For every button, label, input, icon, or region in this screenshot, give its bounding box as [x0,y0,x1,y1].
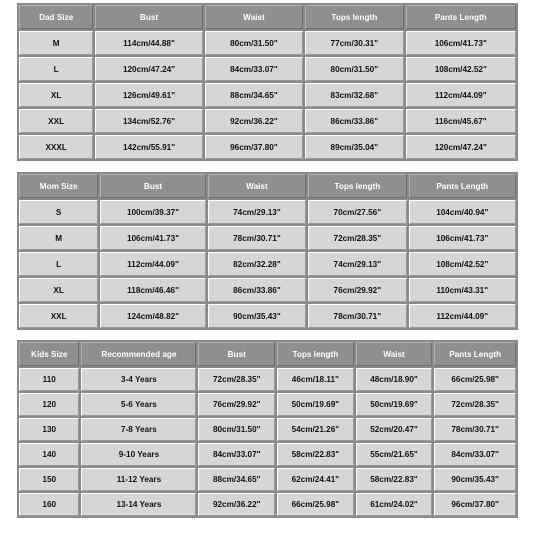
column-header: Bust [100,174,205,198]
column-header: Waist [356,342,433,366]
column-header: Waist [205,5,303,29]
column-header: Bust [198,342,275,366]
table-cell: 13-14 Years [81,493,196,516]
table-cell: 114cm/44.88" [95,31,202,55]
table-cell: 106cm/41.73" [406,31,516,55]
table-cell: 84cm/33.07" [434,443,516,466]
table-cell: 3-4 Years [81,368,196,391]
dad-size-table [17,3,518,161]
table-row [19,493,516,516]
table-cell: L [19,252,98,276]
table-cell: 11-12 Years [81,468,196,491]
table-cell: 78cm/30.71" [208,226,306,250]
table-cell: 112cm/44.09" [100,252,205,276]
table-cell: 61cm/24.02" [356,493,433,516]
table-cell: 106cm/41.73" [409,226,516,250]
table-cell: XL [19,278,98,302]
table-cell: 54cm/21.26" [277,418,354,441]
table-cell: 134cm/52.76" [95,109,202,133]
table-cell: 66cm/25.98" [277,493,354,516]
column-header: Bust [95,5,202,29]
table-row [19,278,516,302]
table-cell: 90cm/35.43" [208,304,306,328]
table-cell: 62cm/24.41" [277,468,354,491]
table-cell: 142cm/55.91" [95,135,202,159]
table-cell: 89cm/35.04" [305,135,403,159]
table-cell: 110 [19,368,79,391]
table-cell: 9-10 Years [81,443,196,466]
table-row [19,468,516,491]
table-cell: M [19,31,93,55]
table-cell: 72cm/28.35" [308,226,406,250]
table-cell: 110cm/43.31" [409,278,516,302]
table-cell: 72cm/28.35" [434,393,516,416]
table-row [19,226,516,250]
table-cell: 46cm/18.11" [277,368,354,391]
table-cell: 5-6 Years [81,393,196,416]
table-row [19,109,516,133]
table-cell: 52cm/20.47" [356,418,433,441]
table-cell: 160 [19,493,79,516]
table-cell: 74cm/29.13" [208,200,306,224]
table-cell: 140 [19,443,79,466]
table-cell: 50cm/19.69" [277,393,354,416]
table-cell: 50cm/19.69" [356,393,433,416]
table-row [19,200,516,224]
table-cell: 58cm/22.83" [277,443,354,466]
table-cell: 80cm/31.50" [205,31,303,55]
table-cell: 130 [19,418,79,441]
table-cell: 82cm/32.28" [208,252,306,276]
column-header: Dad Size [19,5,93,29]
table-cell: 66cm/25.98" [434,368,516,391]
column-header: Tops length [277,342,354,366]
column-header: Pants Length [406,5,516,29]
kids-size-table [17,340,518,518]
table-cell: 120cm/47.24" [95,57,202,81]
table-row [19,418,516,441]
column-header: Mom Size [19,174,98,198]
table-cell: 58cm/22.83" [356,468,433,491]
table-cell: 96cm/37.80" [205,135,303,159]
table-cell: 126cm/49.61" [95,83,202,107]
table-cell: 92cm/36.22" [198,493,275,516]
table-cell: 74cm/29.13" [308,252,406,276]
column-header: Pants Length [409,174,516,198]
table-row [19,57,516,81]
table-cell: 7-8 Years [81,418,196,441]
table-cell: 108cm/42.52" [409,252,516,276]
table-cell: 70cm/27.56" [308,200,406,224]
table-row [19,368,516,391]
table-cell: L [19,57,93,81]
table-cell: 116cm/45.67" [406,109,516,133]
table-cell: 84cm/33.07" [198,443,275,466]
mom-size-table [17,172,518,330]
column-header: Tops length [308,174,406,198]
column-header: Recommended age [81,342,196,366]
table-cell: 108cm/42.52" [406,57,516,81]
table-cell: XXL [19,304,98,328]
column-header: Tops length [305,5,403,29]
table-cell: 88cm/34.65" [198,468,275,491]
table-row [19,135,516,159]
table-cell: 88cm/34.65" [205,83,303,107]
table-cell: 120cm/47.24" [406,135,516,159]
column-header: Kids Size [19,342,79,366]
table-cell: 83cm/32.68" [305,83,403,107]
column-header: Pants Length [434,342,516,366]
table-cell: XXL [19,109,93,133]
table-row [19,443,516,466]
column-header: Waist [208,174,306,198]
table-cell: 104cm/40.94" [409,200,516,224]
table-header-row [19,342,516,366]
table-cell: 86cm/33.86" [305,109,403,133]
table-cell: 150 [19,468,79,491]
table-cell: 72cm/28.35" [198,368,275,391]
table-cell: S [19,200,98,224]
table-cell: 55cm/21.65" [356,443,433,466]
table-cell: 48cm/18.90" [356,368,433,391]
table-row [19,252,516,276]
table-cell: XL [19,83,93,107]
table-header-row [19,5,516,29]
table-cell: 80cm/31.50" [305,57,403,81]
table-cell: 96cm/37.80" [434,493,516,516]
table-cell: 124cm/48.82" [100,304,205,328]
table-cell: 112cm/44.09" [406,83,516,107]
table-cell: 86cm/33.86" [208,278,306,302]
table-cell: 100cm/39.37" [100,200,205,224]
table-row [19,83,516,107]
table-cell: XXXL [19,135,93,159]
table-cell: 76cm/29.92" [198,393,275,416]
table-cell: 118cm/46.46" [100,278,205,302]
table-cell: 78cm/30.71" [434,418,516,441]
table-row [19,304,516,328]
table-row [19,31,516,55]
table-cell: 84cm/33.07" [205,57,303,81]
table-cell: 77cm/30.31" [305,31,403,55]
table-cell: 78cm/30.71" [308,304,406,328]
table-row [19,393,516,416]
table-cell: 76cm/29.92" [308,278,406,302]
table-cell: 92cm/36.22" [205,109,303,133]
table-cell: 90cm/35.43" [434,468,516,491]
table-cell: 106cm/41.73" [100,226,205,250]
table-header-row [19,174,516,198]
table-cell: 120 [19,393,79,416]
table-cell: M [19,226,98,250]
table-cell: 112cm/44.09" [409,304,516,328]
table-cell: 80cm/31.50" [198,418,275,441]
